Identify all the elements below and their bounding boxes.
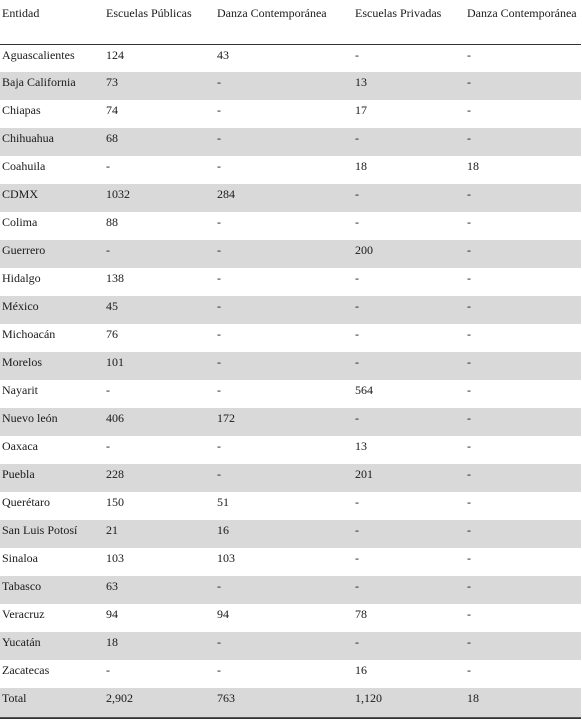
cell-escuelas-publicas: 68 bbox=[106, 131, 118, 145]
cell-entidad: Zacatecas bbox=[2, 663, 50, 677]
cell-entidad: Sinaloa bbox=[2, 551, 38, 565]
table-row bbox=[0, 296, 581, 324]
cell-danza-privadas: - bbox=[467, 663, 471, 677]
table-row bbox=[0, 156, 581, 184]
cell-entidad: Chihuahua bbox=[2, 131, 54, 145]
cell-entidad: Oaxaca bbox=[2, 439, 38, 453]
cell-danza-privadas: - bbox=[467, 439, 471, 453]
table-row bbox=[0, 492, 581, 520]
table-row bbox=[0, 464, 581, 492]
cell-entidad: Morelos bbox=[2, 355, 42, 369]
cell-escuelas-publicas: 21 bbox=[106, 523, 118, 537]
total-label: Total bbox=[2, 691, 27, 705]
cell-entidad: San Luis Potosí bbox=[2, 523, 78, 537]
cell-danza-privadas: - bbox=[467, 523, 471, 537]
cell-escuelas-privadas: 18 bbox=[355, 159, 367, 173]
cell-escuelas-privadas: - bbox=[355, 635, 359, 649]
cell-danza-publicas: - bbox=[217, 355, 221, 369]
cell-danza-privadas: - bbox=[467, 299, 471, 313]
cell-danza-publicas: - bbox=[217, 439, 221, 453]
cell-escuelas-privadas: 200 bbox=[355, 243, 373, 257]
cell-entidad: Baja California bbox=[2, 75, 76, 89]
table-row bbox=[0, 324, 581, 352]
cell-escuelas-privadas: - bbox=[355, 495, 359, 509]
cell-escuelas-privadas: - bbox=[355, 187, 359, 201]
cell-escuelas-publicas: 94 bbox=[106, 607, 118, 621]
cell-entidad: Aguascalientes bbox=[2, 47, 75, 62]
cell-danza-privadas: - bbox=[467, 243, 471, 257]
table-row bbox=[0, 436, 581, 464]
total-danza-publicas: 763 bbox=[217, 691, 235, 705]
table-row bbox=[0, 240, 581, 268]
cell-danza-privadas: - bbox=[467, 579, 471, 593]
cell-danza-publicas: 172 bbox=[217, 411, 235, 425]
cell-danza-publicas: - bbox=[217, 327, 221, 341]
table-header bbox=[0, 0, 581, 44]
cell-escuelas-privadas: - bbox=[355, 579, 359, 593]
cell-danza-publicas: - bbox=[217, 243, 221, 257]
table-row bbox=[0, 408, 581, 436]
cell-escuelas-publicas: 73 bbox=[106, 75, 118, 89]
table-row bbox=[0, 100, 581, 128]
cell-entidad: CDMX bbox=[2, 187, 39, 201]
cell-escuelas-publicas: 45 bbox=[106, 299, 118, 313]
cell-escuelas-publicas: 138 bbox=[106, 271, 124, 285]
cell-danza-privadas: - bbox=[467, 75, 471, 89]
cell-escuelas-privadas: - bbox=[355, 551, 359, 565]
table-row bbox=[0, 576, 581, 604]
cell-danza-privadas: - bbox=[467, 383, 471, 397]
total-danza-privadas: 18 bbox=[467, 691, 479, 705]
cell-danza-publicas: - bbox=[217, 131, 221, 145]
header-danza-contemporanea-publicas: Danza Contemporánea bbox=[217, 6, 327, 20]
cell-danza-publicas: 51 bbox=[217, 495, 229, 509]
cell-escuelas-privadas: 564 bbox=[355, 383, 373, 397]
cell-escuelas-privadas: - bbox=[355, 131, 359, 145]
cell-escuelas-publicas: 101 bbox=[106, 355, 124, 369]
cell-escuelas-publicas: - bbox=[106, 383, 110, 397]
cell-danza-privadas: - bbox=[467, 271, 471, 285]
header-escuelas-publicas: Escuelas Públicas bbox=[106, 6, 192, 20]
cell-escuelas-privadas: - bbox=[355, 271, 359, 285]
cell-escuelas-privadas: - bbox=[355, 355, 359, 369]
cell-danza-publicas: 284 bbox=[217, 187, 235, 201]
cell-entidad: Yucatán bbox=[2, 635, 41, 649]
cell-danza-publicas: - bbox=[217, 159, 221, 173]
cell-escuelas-publicas: 74 bbox=[106, 103, 118, 117]
header-entidad: Entidad bbox=[2, 6, 40, 20]
table-row bbox=[0, 184, 581, 212]
cell-escuelas-publicas: 150 bbox=[106, 495, 124, 509]
cell-escuelas-privadas: - bbox=[355, 523, 359, 537]
cell-escuelas-publicas: 103 bbox=[106, 551, 124, 565]
table-row bbox=[0, 268, 581, 296]
cell-danza-privadas: - bbox=[467, 215, 471, 229]
cell-entidad: Puebla bbox=[2, 467, 35, 481]
cell-danza-privadas: - bbox=[467, 327, 471, 341]
table-row bbox=[0, 548, 581, 576]
cell-danza-publicas: - bbox=[217, 467, 221, 481]
cell-escuelas-privadas: - bbox=[355, 47, 359, 62]
cell-entidad: Nuevo león bbox=[2, 411, 58, 425]
cell-escuelas-publicas: 406 bbox=[106, 411, 124, 425]
cell-entidad: Chiapas bbox=[2, 103, 41, 117]
cell-danza-privadas: - bbox=[467, 355, 471, 369]
cell-danza-privadas: - bbox=[467, 103, 471, 117]
cell-escuelas-publicas: 76 bbox=[106, 327, 118, 341]
total-row bbox=[0, 688, 581, 718]
header-danza-contemporanea-privadas: Danza Contemporánea bbox=[467, 6, 577, 20]
cell-escuelas-publicas: - bbox=[106, 243, 110, 257]
table-row bbox=[0, 660, 581, 688]
cell-danza-publicas: - bbox=[217, 75, 221, 89]
cell-entidad: Colima bbox=[2, 215, 38, 229]
cell-danza-privadas: - bbox=[467, 47, 471, 62]
table-row bbox=[0, 352, 581, 380]
cell-escuelas-privadas: - bbox=[355, 327, 359, 341]
cell-escuelas-privadas: 201 bbox=[355, 467, 373, 481]
cell-escuelas-publicas: 228 bbox=[106, 467, 124, 481]
cell-escuelas-publicas: 1032 bbox=[106, 187, 130, 201]
cell-danza-publicas: 103 bbox=[217, 551, 235, 565]
table-row bbox=[0, 632, 581, 660]
cell-entidad: Hidalgo bbox=[2, 271, 41, 285]
cell-danza-publicas: - bbox=[217, 271, 221, 285]
cell-danza-privadas: - bbox=[467, 607, 471, 621]
cell-entidad: Nayarit bbox=[2, 383, 38, 397]
cell-danza-publicas: 94 bbox=[217, 607, 229, 621]
cell-escuelas-publicas: - bbox=[106, 159, 110, 173]
cell-entidad: Michoacán bbox=[2, 327, 56, 341]
cell-danza-privadas: - bbox=[467, 411, 471, 425]
total-escuelas-privadas: 1,120 bbox=[355, 691, 382, 705]
cell-danza-publicas: - bbox=[217, 103, 221, 117]
cell-danza-publicas: 16 bbox=[217, 523, 229, 537]
cell-escuelas-publicas: 124 bbox=[106, 47, 124, 62]
table-body bbox=[0, 44, 581, 718]
cell-entidad: Veracruz bbox=[2, 607, 45, 621]
cell-entidad: Guerrero bbox=[2, 243, 46, 257]
cell-danza-publicas: - bbox=[217, 663, 221, 677]
cell-danza-publicas: - bbox=[217, 383, 221, 397]
total-escuelas-publicas: 2,902 bbox=[106, 691, 133, 705]
cell-entidad: Coahuila bbox=[2, 159, 46, 173]
cell-danza-publicas: - bbox=[217, 635, 221, 649]
table-row bbox=[0, 72, 581, 100]
table-row bbox=[0, 604, 581, 632]
cell-danza-publicas: - bbox=[217, 215, 221, 229]
cell-escuelas-publicas: 63 bbox=[106, 579, 118, 593]
cell-danza-publicas: - bbox=[217, 579, 221, 593]
cell-danza-publicas: 43 bbox=[217, 47, 229, 62]
cell-escuelas-privadas: - bbox=[355, 215, 359, 229]
cell-danza-privadas: - bbox=[467, 635, 471, 649]
cell-danza-privadas: - bbox=[467, 551, 471, 565]
table-row bbox=[0, 44, 581, 72]
cell-entidad: México bbox=[2, 299, 39, 313]
cell-escuelas-privadas: - bbox=[355, 411, 359, 425]
header-row bbox=[0, 0, 581, 44]
cell-danza-publicas: - bbox=[217, 299, 221, 313]
cell-escuelas-publicas: 88 bbox=[106, 215, 118, 229]
cell-danza-privadas: - bbox=[467, 187, 471, 201]
cell-danza-privadas: - bbox=[467, 495, 471, 509]
cell-danza-privadas: - bbox=[467, 131, 471, 145]
cell-escuelas-publicas: - bbox=[106, 663, 110, 677]
table-row bbox=[0, 212, 581, 240]
table-row bbox=[0, 520, 581, 548]
cell-escuelas-privadas: - bbox=[355, 299, 359, 313]
cell-escuelas-privadas: 78 bbox=[355, 607, 367, 621]
cell-escuelas-publicas: 18 bbox=[106, 635, 118, 649]
cell-danza-privadas: - bbox=[467, 467, 471, 481]
bottom-rule bbox=[0, 717, 581, 718]
cell-escuelas-privadas: 13 bbox=[355, 439, 367, 453]
table-row bbox=[0, 128, 581, 156]
cell-escuelas-publicas: - bbox=[106, 439, 110, 453]
cell-entidad: Querétaro bbox=[2, 495, 50, 509]
cell-entidad: Tabasco bbox=[2, 579, 42, 593]
cell-danza-privadas: 18 bbox=[467, 159, 479, 173]
cell-escuelas-privadas: 17 bbox=[355, 103, 367, 117]
table-row bbox=[0, 380, 581, 408]
cell-escuelas-privadas: 13 bbox=[355, 75, 367, 89]
header-escuelas-privadas: Escuelas Privadas bbox=[355, 6, 442, 20]
cell-escuelas-privadas: 16 bbox=[355, 663, 367, 677]
